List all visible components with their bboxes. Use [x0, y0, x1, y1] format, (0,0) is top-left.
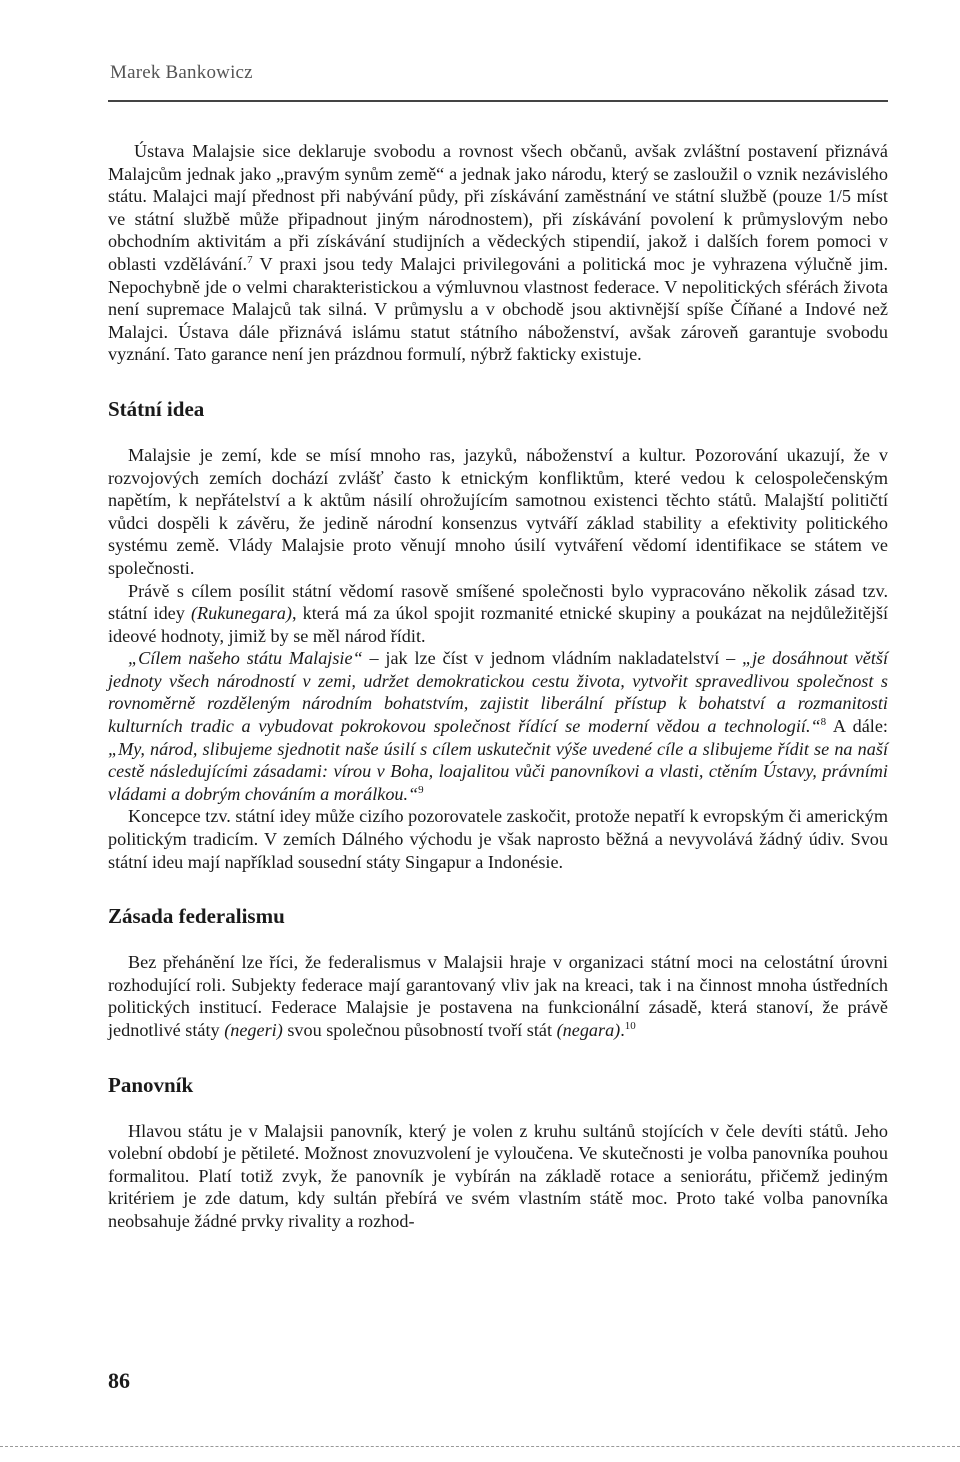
section2-paragraph-1	[108, 951, 888, 1041]
s2p1-text-a: Bez přehánění lze říci, že federalismus v Malajsii hraje v organizaci státní moci na celostátní úrovni rozhodující roli. Subjekty federace mají garantovaný vliv jak na kreaci, tak i na činnost mnoha ústředních politických institucí. Federace Malajsie je postavena na funkcionální zásadě, která stanoví, že právě jednotlivé státy	[108, 952, 888, 1040]
section-heading-zasada-federalismu: Zásada federalismu	[108, 904, 285, 929]
header-rule	[108, 100, 888, 102]
s1p2-italic: (Rukunegara)	[190, 603, 292, 624]
s2p1-text-b: svou společnou působností tvoří stát	[282, 1020, 557, 1040]
s2p1-text-c: .	[620, 1020, 625, 1040]
footnote-10: 10	[624, 1019, 636, 1032]
s2p1-italic-negara: (negara)	[556, 1020, 621, 1040]
section1-paragraph-2	[108, 580, 888, 648]
section1-paragraph-1: Malajsie je zemí, kde se mísí mnoho ras, jazyků, náboženství a kultur. Pozorování ukazují, že v rozvojových zemích dochází zvlášť často k etnickým konfliktům, které vedou k celospolečenským napětím, k nepřátelství a k aktům násilí ohrožujícím samotnou existenci těchto států. Malajští političtí vůdci dospěli k závěru, že jedině národní konsenzus vytváří základ stability a efektivity politického systému země. Vlády Malajsie proto věnují mnoho úsilí vytváření vědomí identifikace se státem ve společnosti.	[108, 444, 888, 578]
quote-attribution: – jak lze číst v jednom vládním nakladatelství –	[362, 648, 743, 669]
section1-paragraph-4: Koncepce tzv. státní idey může cizího pozorovatele zaskočit, protože nepatří k evropským či americkým politickým tradicím. V zemích Dálného východu je však naprosto běžná a nevyvolává žádný údiv. Svou státní ideu mají například sousední státy Singapur a Indonésie.	[108, 806, 888, 872]
quote-pledge: „My, národ, slibujeme sjednotit naše úsilí s cílem uskutečnit výše uvedené cíle a slibujeme řídit se na naší cestě následujícími zásadami: vírou v Boha, loajalitou vůči panovníkovi a vlasti, ctěním Ústavy, právními vládami a dobrým chováním a morálkou.“	[108, 738, 888, 804]
scan-edge	[0, 1446, 960, 1447]
section3-paragraph-1: Hlavou státu je v Malajsii panovník, který je volen z kruhu sultánů stojících v čele devíti států. Jeho volební období je pětileté. Možnost znovuzvolení je vyloučena. Ve skutečnosti je volba panovníka pouhou formalitou. Platí totiž zvyk, že panovník je vybírán na základě rotace a seniorátu, přičemž jediným kritériem je zde datum, kdy sultán přebírá ve svém vlastním státě moc. Proto také volba panovníka neobsahuje žádné prvky rivality a rozhod-	[108, 1120, 888, 1231]
section1-paragraph-3	[108, 647, 888, 805]
page-body	[108, 140, 888, 1233]
quote-body: „je dosáhnout větší jednoty všech národností v zemi, udržet demokratickou cestu života, vytvořit spravedlivou společnost s rovnoměrně rozděleným národním bohatstvím, zajistit liberální přístup k bohatství a rozmanitosti kulturních tradic a vybudovat pokrokovou společnost řídící se moderní vědou a technologií.“	[108, 648, 889, 737]
intro-text-2: V praxi jsou tedy Malajci privilegováni a politická moc je vyhrazena výlučně jim. Nepochybně jde o velmi charakteristickou a výmluvnou vlastnost federace. V nepolitických sférách života není supremace Malajců tak silná. V průmyslu a v obchodě jsou aktivnější spíše Číňané a Indové než Malajci. Ústava dále přiznává islámu statut státního náboženství, avšak zároveň garantuje svobodu vyznání. Tato garance není jen prázdnou formulí, nýbrž fakticky existuje.	[108, 253, 888, 365]
s1p2-text-a: Právě s cílem posílit státní vědomí rasově smíšené společnosti bylo vypracováno několik zásad tzv. státní idey	[108, 580, 888, 624]
footnote-9: 9	[418, 783, 424, 796]
quote-intro: „Cílem našeho státu Malajsie“	[128, 648, 363, 669]
footnote-7: 7	[247, 253, 253, 266]
running-head: Marek Bankowicz	[110, 62, 253, 83]
section-heading-panovnik: Panovník	[108, 1072, 194, 1097]
footnote-8: 8	[820, 716, 827, 728]
intro-text-1: Ústava Malajsie sice deklaruje svobodu a rovnost všech občanů, avšak zvláštní postavení přiznává Malajcům jednak jako „pravým synům země“ a jednak jako národu, který se zasloužil o vznik nezávislého státu. Malajci mají přednost při nabývání půdy, při získávání zaměstnání ve státní službě (pouze 1/5 míst ve státní službě může připadnout jiným národnostem), při získávání povolení k průmyslovým nebo obchodním aktivitám a při získávání studijních a vědeckých stipendií, jakož i dalších forem pomoci v oblasti vzdělávání.	[108, 141, 888, 274]
quote-dale: A dále:	[826, 716, 888, 737]
s1p2-text-b: , která má za úkol spojit rozmanité etnické skupiny a poukázat na nejdůležitější ideové hodnoty, jimiž by se měl národ řídit.	[108, 603, 889, 646]
section-heading-statni-idea: Státní idea	[108, 396, 205, 421]
intro-paragraph	[108, 140, 888, 366]
s2p1-italic-negeri: (negeri)	[224, 1020, 283, 1040]
page-number: 86	[108, 1368, 130, 1393]
